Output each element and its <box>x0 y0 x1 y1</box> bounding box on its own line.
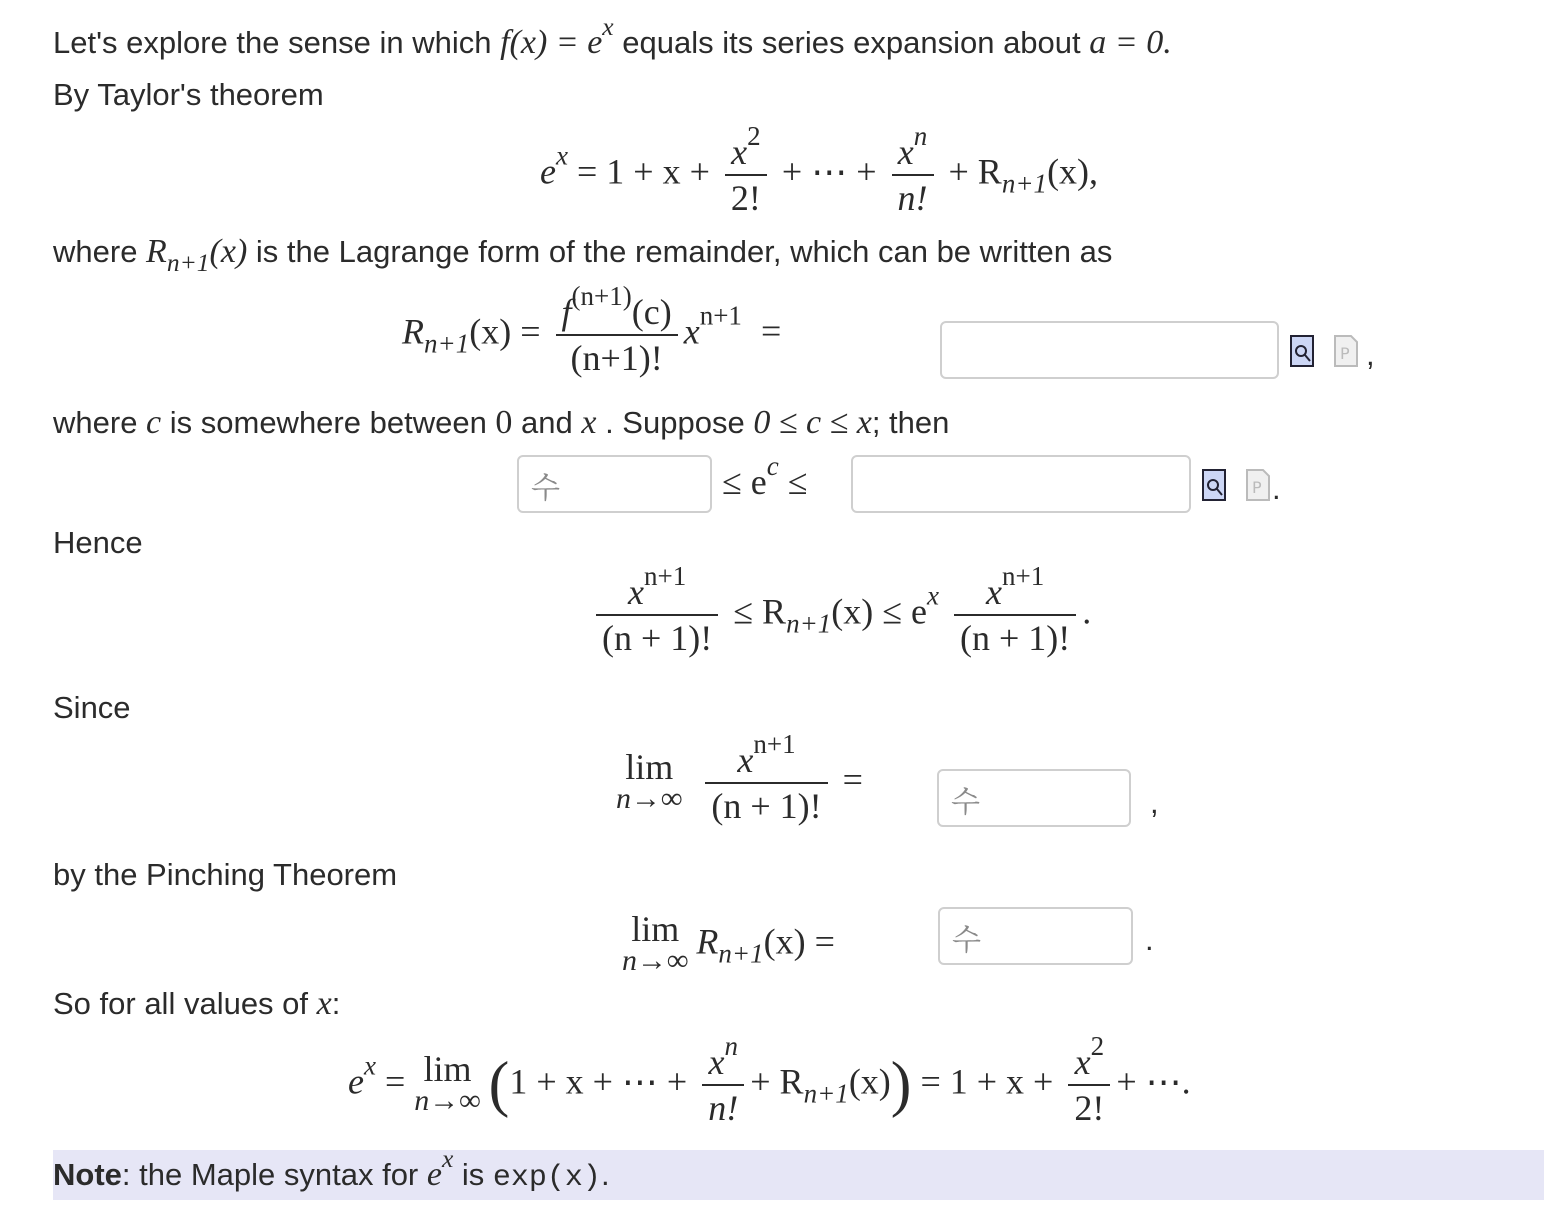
note-is: is <box>453 1157 493 1192</box>
eq6-lim-sub: n→∞ <box>622 944 689 977</box>
note-line <box>53 1144 610 1196</box>
eq5-num-sup: n+1 <box>753 729 796 760</box>
eq4-n2: x <box>986 572 1003 612</box>
eq4-end: . <box>1082 591 1092 632</box>
eq2-equals: = <box>760 311 782 352</box>
eq7-rhs: = 1 + x + <box>920 1061 1054 1102</box>
note-e-sup: x <box>441 1144 454 1174</box>
maple-syntax-icon-2[interactable] <box>1246 469 1272 501</box>
eq2-num-end: (c) <box>631 292 672 332</box>
eq5-lim-word: lim <box>625 747 674 787</box>
eq7-fn: x <box>708 1042 725 1082</box>
eq4-n2-sup: n+1 <box>1002 561 1045 592</box>
eq2-R: R <box>402 311 424 352</box>
lagrange-Rsub: n+1 <box>166 247 210 277</box>
lagrange-line <box>53 233 1113 277</box>
lagrange-Rend: (x) <box>209 233 248 270</box>
eq7-inner: 1 + x + ⋯ + <box>509 1061 688 1102</box>
eq7-R-sub: n+1 <box>803 1078 849 1109</box>
eq4-n1: x <box>628 572 645 612</box>
pinch-label: by the Pinching Theorem <box>53 857 398 892</box>
eq7-lim-sub: n→∞ <box>414 1084 481 1117</box>
note-label: Note <box>53 1157 122 1192</box>
eq2-frac <box>556 281 678 380</box>
eq3-le: ≤ <box>778 462 808 502</box>
eq1-dots: + ⋯ + <box>781 151 877 192</box>
eq7-R-end: (x) <box>848 1061 891 1102</box>
eq7-lim <box>414 1049 481 1117</box>
eq1-frac1-sup: 2 <box>747 121 761 152</box>
limit-answer-input[interactable] <box>937 769 1131 827</box>
series-equation <box>348 1031 1191 1130</box>
eq1-tail: + R <box>948 151 1002 192</box>
eq3-period: . <box>1272 471 1281 506</box>
eq7-f2d: 2! <box>1068 1084 1110 1130</box>
eq7-plusR: + R <box>750 1061 804 1102</box>
eq7-fn-sup: n <box>724 1031 738 1062</box>
eq1-frac2-sup: n <box>913 121 928 152</box>
eq7-frac1 <box>702 1031 744 1130</box>
maple-syntax-icon[interactable] <box>1334 335 1360 367</box>
eq2-x: x <box>683 311 700 352</box>
upper-bound-input[interactable] <box>851 455 1191 513</box>
eq6-lim <box>622 909 689 977</box>
between-c: c <box>146 404 162 441</box>
lagrange-R: R <box>146 233 167 270</box>
eq2-comma: , <box>1366 337 1375 372</box>
eq4-frac1 <box>596 561 718 660</box>
between-line <box>53 405 949 441</box>
between-mid: is somewhere between <box>161 405 496 440</box>
eq5-lim <box>616 747 683 815</box>
eq1-frac1-num: x <box>731 132 748 172</box>
eq7-e: e <box>348 1061 364 1102</box>
remainder-equation <box>402 281 782 380</box>
eq7-lparen: ( <box>488 1050 510 1119</box>
ec-inequality <box>722 451 808 503</box>
sofor-line <box>53 986 340 1022</box>
remainder-limit-equation <box>622 909 835 977</box>
eq7-lim-word: lim <box>423 1049 472 1089</box>
eq3-mid-sup: c <box>766 451 779 482</box>
eq2-num: f <box>561 292 572 332</box>
eq6-R: R <box>696 921 719 962</box>
eq6-period: . <box>1145 922 1154 957</box>
eq4-mid-sub: n+1 <box>786 608 832 639</box>
limit-equation <box>616 729 863 828</box>
fx-sup: x <box>602 12 614 42</box>
eq2-lhs-end: (x) = <box>469 311 541 352</box>
between-suppose: . Suppose <box>596 405 754 440</box>
limit-answer-glyph: 수 <box>951 785 980 820</box>
eq3-mid: ≤ e <box>722 462 767 502</box>
eq5-frac <box>705 729 827 828</box>
eq1-e: e <box>540 151 556 192</box>
remainder-limit-glyph: 수 <box>952 923 981 958</box>
eq1-frac2-num: x <box>897 132 914 172</box>
lagrange-pre: where <box>53 234 147 269</box>
eq7-tail: + ⋯. <box>1116 1061 1191 1102</box>
intro-mid: equals its series expansion about <box>613 25 1090 60</box>
remainder-limit-input[interactable] <box>938 907 1133 965</box>
sofor-pre: So for all values of <box>53 986 317 1021</box>
eq4-d2: (n + 1)! <box>954 614 1076 660</box>
eq6-lim-word: lim <box>631 909 680 949</box>
svg-text:P: P <box>1252 478 1262 497</box>
svg-text:P: P <box>1340 344 1350 363</box>
note-e: e <box>426 1156 442 1193</box>
note-text: : the Maple syntax for <box>121 1157 427 1192</box>
note-code: exp(x) <box>492 1161 601 1195</box>
between-and: and <box>512 405 582 440</box>
between-ineq: 0 ≤ c ≤ x <box>753 404 872 441</box>
eq1-frac2 <box>892 121 934 220</box>
eq4-d1: (n + 1)! <box>596 614 718 660</box>
eq1-tail-sub: n+1 <box>1001 168 1048 199</box>
lagrange-post: is the Lagrange form of the remainder, which can be written as <box>247 234 1113 269</box>
eq1-frac1 <box>725 121 767 220</box>
eq1-frac2-den: n! <box>897 178 928 218</box>
eq2-R-sub: n+1 <box>424 328 470 359</box>
hence-label: Hence <box>53 525 143 560</box>
eq4-n1-sup: n+1 <box>644 561 687 592</box>
eq4-mid: ≤ R <box>733 591 787 632</box>
fx-expr: f(x) = e <box>500 24 603 61</box>
sofor-post: : <box>331 986 341 1021</box>
intro-line <box>53 12 1172 61</box>
preview-icon[interactable] <box>1290 335 1316 367</box>
eq7-frac2 <box>1068 1031 1110 1130</box>
eq6-R-sub: n+1 <box>718 938 764 969</box>
lower-bound-glyph: 수 <box>531 471 560 506</box>
eq5-lim-sub: n→∞ <box>616 782 683 815</box>
eq5-num: x <box>737 740 754 780</box>
note-end: . <box>600 1157 610 1192</box>
a-expr: a = 0. <box>1089 24 1172 61</box>
eq5-comma: , <box>1150 785 1159 820</box>
eq4-mid-end: (x) ≤ e <box>831 591 928 632</box>
taylor-line: By Taylor's theorem <box>53 77 324 112</box>
eq7-e-sup: x <box>363 1050 376 1081</box>
remainder-answer-input[interactable] <box>940 321 1279 379</box>
eq1-frac1-den: 2! <box>725 174 767 220</box>
eq2-num-sup: (n+1) <box>571 281 632 312</box>
since-label: Since <box>53 690 131 725</box>
eq2-den: (n+1)! <box>556 334 678 380</box>
between-zero: 0 <box>495 404 513 441</box>
preview-icon-2[interactable] <box>1202 469 1228 501</box>
eq1-tail-end: (x), <box>1047 151 1099 192</box>
eq4-frac2 <box>954 561 1076 660</box>
eq4-mid-sup: x <box>927 580 939 611</box>
eq7-f2n: x <box>1074 1042 1091 1082</box>
between-x: x <box>581 404 597 441</box>
eq2-x-sup: n+1 <box>699 300 742 331</box>
sofor-x: x <box>316 985 332 1022</box>
pinch-inequality <box>590 561 1092 660</box>
lower-bound-input[interactable] <box>517 455 712 513</box>
eq7-rparen: ) <box>890 1050 912 1119</box>
eq5-den: (n + 1)! <box>705 782 827 828</box>
between-then: ; then <box>871 405 950 440</box>
eq6-R-end: (x) = <box>763 921 835 962</box>
eq7-equals: = <box>384 1061 406 1102</box>
eq7-fd: n! <box>708 1088 739 1128</box>
taylor-equation <box>540 121 1099 220</box>
eq1-rhs: = 1 + x + <box>576 151 710 192</box>
eq7-f2n-sup: 2 <box>1090 1031 1105 1062</box>
eq1-e-sup: x <box>555 140 568 171</box>
intro-text: Let's explore the sense in which <box>53 25 501 60</box>
between-pre: where <box>53 405 147 440</box>
eq5-equals: = <box>842 759 863 800</box>
